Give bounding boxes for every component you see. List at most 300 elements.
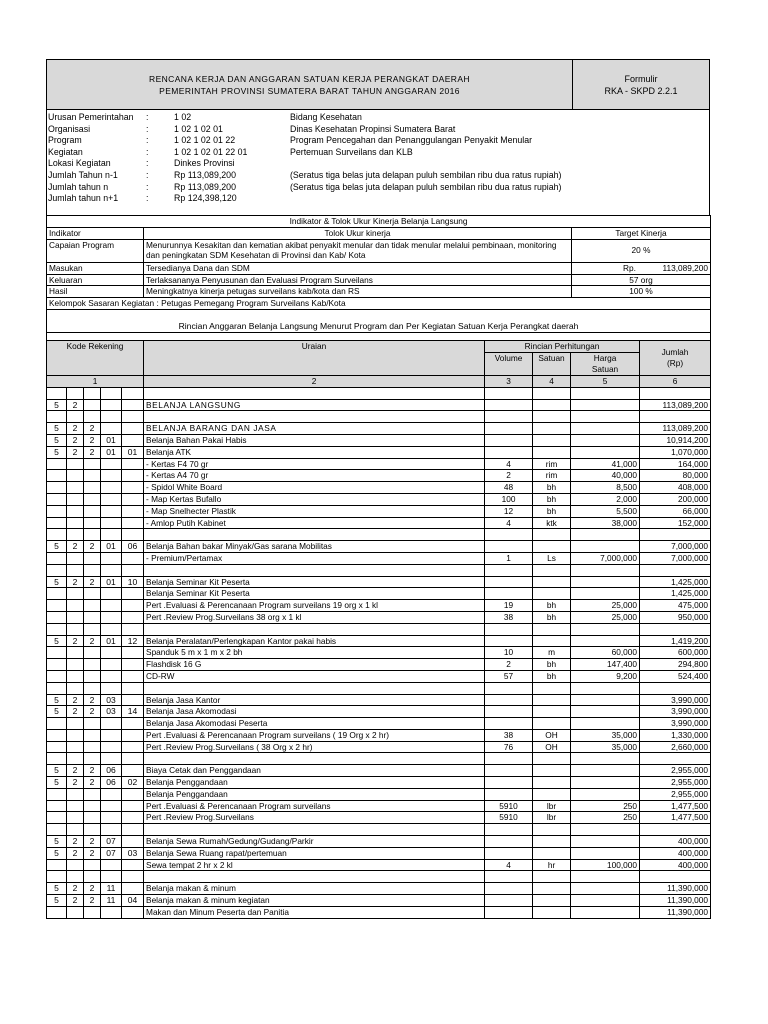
kode-rekening-cell [67,800,84,812]
satuan-cell: OH [533,729,571,741]
info-row [47,147,709,159]
kode-rekening-cell: 2 [67,765,84,777]
volume-cell [485,836,533,848]
kode-rekening-cell [122,600,144,612]
jumlah-cell: 1,330,000 [640,729,711,741]
indikator-masukan: Masukan [47,262,144,274]
kode-rekening-cell: 02 [122,777,144,789]
kode-rekening-cell [84,470,101,482]
kode-rekening-cell [84,399,101,411]
kode-rekening-cell [67,647,84,659]
budget-row [47,883,711,895]
info-label: Program [48,135,82,146]
jumlah-cell: 11,390,000 [640,895,711,907]
kode-rekening-cell [122,529,144,541]
budget-row [47,493,711,505]
kode-rekening-cell [101,387,122,399]
satuan-cell [533,682,571,694]
budget-row [47,458,711,470]
satuan-cell: rim [533,470,571,482]
kode-rekening-cell [122,387,144,399]
harga-satuan-cell: 250 [571,812,640,824]
kode-rekening-cell [101,505,122,517]
kode-rekening-cell: 5 [47,576,67,588]
uraian-cell: Belanja Peralatan/Perlengkapan Kantor pakai habis [144,635,485,647]
kode-rekening-cell: 2 [84,883,101,895]
kode-rekening-cell [84,600,101,612]
budget-row [47,659,711,671]
kode-rekening-cell [47,741,67,753]
kode-rekening-cell [67,588,84,600]
volume-cell [485,824,533,836]
info-row [47,182,709,194]
info-description: Dinas Kesehatan Propinsi Sumatera Barat [290,123,456,134]
kode-rekening-cell [84,741,101,753]
kode-rekening-cell [67,812,84,824]
uraian-cell: Belanja makan & minum kegiatan [144,895,485,907]
formulir-label: Formulir [624,73,658,84]
col-target-kinerja: Target Kinerja [572,228,711,240]
kode-rekening-cell [84,529,101,541]
info-label: Organisasi [48,123,91,134]
harga-satuan-cell: 9,200 [571,670,640,682]
budget-row [47,706,711,718]
kode-rekening-cell: 5 [47,883,67,895]
harga-satuan-cell: 250 [571,800,640,812]
col-number-4: 4 [533,375,571,387]
kode-rekening-cell [122,458,144,470]
uraian-cell: Belanja ATK [144,446,485,458]
kode-rekening-cell [47,788,67,800]
indikator-table [46,215,711,341]
kode-rekening-cell [122,434,144,446]
jumlah-cell: 80,000 [640,470,711,482]
col-number-2: 2 [144,375,485,387]
satuan-cell [533,718,571,730]
kode-rekening-cell: 2 [67,694,84,706]
col-indikator: Indikator [47,228,144,240]
jumlah-cell: 1,425,000 [640,588,711,600]
kode-rekening-cell [47,387,67,399]
col-tolok-ukur: Tolok Ukur kinerja [144,228,572,240]
kode-rekening-cell [84,623,101,635]
kode-rekening-cell [122,493,144,505]
satuan-cell [533,777,571,789]
volume-cell: 38 [485,611,533,623]
kode-rekening-cell: 5 [47,434,67,446]
volume-cell: 4 [485,517,533,529]
jumlah-cell: 2,955,000 [640,765,711,777]
kode-rekening-cell: 2 [84,423,101,435]
info-code: 1 02 1 02 01 [174,123,223,134]
volume-cell: 10 [485,647,533,659]
budget-row [47,765,711,777]
kode-rekening-cell [84,517,101,529]
kode-rekening-cell: 06 [101,765,122,777]
kode-rekening-cell [122,718,144,730]
info-separator: : [146,158,149,169]
kode-rekening-cell: 07 [101,836,122,848]
info-code: Rp 113,089,200 [174,181,236,192]
kode-rekening-cell [122,611,144,623]
kode-rekening-cell: 04 [122,895,144,907]
kode-rekening-cell: 2 [67,434,84,446]
uraian-cell: Belanja Bahan Pakai Habis [144,434,485,446]
jumlah-cell: 2,955,000 [640,777,711,789]
satuan-cell [533,895,571,907]
jumlah-cell: 10,914,200 [640,434,711,446]
satuan-cell [533,824,571,836]
kode-rekening-cell [101,788,122,800]
jumlah-cell: 408,000 [640,482,711,494]
document-title [47,60,573,109]
budget-row [47,859,711,871]
kode-rekening-cell [47,529,67,541]
jumlah-cell: 11,390,000 [640,883,711,895]
col-number-1: 1 [47,375,144,387]
kode-rekening-cell [84,871,101,883]
jumlah-cell: 7,000,000 [640,552,711,564]
budget-row [47,729,711,741]
kode-rekening-cell: 2 [67,777,84,789]
kode-rekening-cell [67,493,84,505]
info-separator: : [146,146,149,157]
volume-cell: 38 [485,729,533,741]
harga-satuan-cell: 35,000 [571,741,640,753]
jumlah-cell: 1,477,500 [640,812,711,824]
kode-rekening-cell: 11 [101,895,122,907]
satuan-cell [533,847,571,859]
jumlah-cell [640,824,711,836]
kode-rekening-cell: 5 [47,847,67,859]
info-code: Rp 113,089,200 [174,169,236,180]
kode-rekening-cell: 5 [47,399,67,411]
info-separator: : [146,193,149,204]
uraian-cell: Belanja Sewa Rumah/Gedung/Gudang/Parkir [144,836,485,848]
kode-rekening-cell: 2 [84,777,101,789]
volume-cell [485,788,533,800]
jumlah-cell: 11,390,000 [640,906,711,918]
kode-rekening-cell [67,906,84,918]
harga-satuan-cell: 25,000 [571,600,640,612]
kode-rekening-cell [47,753,67,765]
jumlah-cell: 294,800 [640,659,711,671]
kode-rekening-cell: 2 [67,541,84,553]
volume-cell [485,718,533,730]
budget-row [47,482,711,494]
satuan-cell [533,836,571,848]
uraian-cell [144,682,485,694]
kode-rekening-cell [84,647,101,659]
rincian-title: Rincian Anggaran Belanja Langsung Menurut Program dan Per Kegiatan Satuan Kerja Perangkat daerah [47,320,711,333]
kode-rekening-cell [47,659,67,671]
kode-rekening-cell [122,836,144,848]
volume-cell [485,753,533,765]
budget-row [47,470,711,482]
kode-rekening-cell [67,387,84,399]
harga-satuan-cell [571,895,640,907]
harga-satuan-cell: 60,000 [571,647,640,659]
uraian-cell: - Map Snelhecter Plastik [144,505,485,517]
satuan-cell: bh [533,670,571,682]
jumlah-cell: 66,000 [640,505,711,517]
kode-rekening-cell [122,788,144,800]
volume-cell [485,564,533,576]
budget-row [47,541,711,553]
harga-satuan-cell [571,529,640,541]
target-masukan-currency: Rp. [623,262,636,273]
volume-cell: 100 [485,493,533,505]
kode-rekening-cell [101,729,122,741]
jumlah-cell: 200,000 [640,493,711,505]
program-info [46,110,710,215]
info-label: Jumlah tahun n+1 [48,193,119,204]
kode-rekening-cell [67,859,84,871]
satuan-cell [533,706,571,718]
budget-row [47,871,711,883]
budget-row [47,694,711,706]
kode-rekening-cell [47,670,67,682]
info-code: 1 02 [174,112,192,122]
kode-rekening-cell [67,458,84,470]
kode-rekening-cell [47,647,67,659]
satuan-cell [533,623,571,635]
kode-rekening-cell [84,482,101,494]
info-row [47,193,709,205]
kode-rekening-cell [67,682,84,694]
jumlah-cell: 7,000,000 [640,541,711,553]
uraian-cell [144,871,485,883]
volume-cell [485,399,533,411]
jumlah-cell: 113,089,200 [640,423,711,435]
info-label: Jumlah Tahun n-1 [48,169,118,180]
satuan-cell: hr [533,859,571,871]
col-harga-label: Harga [593,352,617,363]
harga-satuan-cell [571,423,640,435]
kode-rekening-cell [122,482,144,494]
budget-row [47,552,711,564]
kode-rekening-cell: 5 [47,765,67,777]
volume-cell [485,682,533,694]
info-row [47,112,709,124]
col-jumlah [640,341,711,376]
kode-rekening-cell [101,517,122,529]
rka-sheet [46,59,710,919]
kode-rekening-cell [84,718,101,730]
satuan-cell [533,541,571,553]
satuan-cell: bh [533,482,571,494]
volume-cell: 57 [485,670,533,682]
budget-row [47,517,711,529]
uraian-cell [144,387,485,399]
col-volume: Volume [485,352,533,375]
kode-rekening-cell [84,659,101,671]
col-satuan: Satuan [533,352,571,375]
kode-rekening-cell [67,482,84,494]
satuan-cell [533,906,571,918]
indikator-title: Indikator & Tolok Ukur Kinerja Belanja Langsung [47,216,711,228]
satuan-cell: bh [533,493,571,505]
harga-satuan-cell [571,883,640,895]
kode-rekening-cell [84,611,101,623]
budget-row [47,576,711,588]
kode-rekening-cell [84,788,101,800]
volume-cell [485,411,533,423]
uraian-cell: Belanja Sewa Ruang rapat/pertemuan [144,847,485,859]
uraian-cell: Belanja Jasa Akomodasi Peserta [144,718,485,730]
kode-rekening-cell: 2 [67,706,84,718]
kode-rekening-cell [67,753,84,765]
kode-rekening-cell [47,623,67,635]
uraian-cell [144,411,485,423]
kode-rekening-cell [84,564,101,576]
target-masukan-value: 113,089,200 [662,262,709,273]
jumlah-cell: 3,990,000 [640,706,711,718]
kode-rekening-cell [101,670,122,682]
kode-rekening-cell [84,682,101,694]
tolok-capaian: Menurunnya Kesakitan dan kematian akibat penyakit menular dan tidak menular melalui pembinaan, monitoring dan peningkatan SDM Kesehatan di Provinsi dan Kab/ Kota [144,239,572,262]
info-label: Kegiatan [48,146,83,157]
budget-row [47,800,711,812]
info-label: Lokasi Kegiatan [48,158,111,169]
target-hasil: 100 % [572,286,711,298]
kode-rekening-cell: 5 [47,446,67,458]
info-separator: : [146,169,149,180]
kode-rekening-cell [67,788,84,800]
kode-rekening-cell [122,423,144,435]
kode-rekening-cell [122,670,144,682]
satuan-cell [533,753,571,765]
kode-rekening-cell [67,600,84,612]
kode-rekening-cell [122,812,144,824]
satuan-cell: m [533,647,571,659]
jumlah-cell: 950,000 [640,611,711,623]
kode-rekening-cell [101,470,122,482]
info-code: 1 02 1 02 01 22 [174,135,236,146]
uraian-cell: BELANJA LANGSUNG [144,399,485,411]
volume-cell: 4 [485,458,533,470]
info-row [47,135,709,147]
kode-rekening-cell [122,505,144,517]
harga-satuan-cell [571,387,640,399]
kode-rekening-cell [47,682,67,694]
volume-cell [485,387,533,399]
satuan-cell [533,694,571,706]
harga-satuan-cell [571,788,640,800]
kode-rekening-cell [67,741,84,753]
uraian-cell: Belanja Penggandaan [144,788,485,800]
kode-rekening-cell [47,800,67,812]
harga-satuan-cell [571,871,640,883]
harga-satuan-cell: 2,000 [571,493,640,505]
volume-cell [485,871,533,883]
jumlah-cell: 400,000 [640,836,711,848]
kode-rekening-cell [47,611,67,623]
harga-satuan-cell [571,906,640,918]
budget-row [47,588,711,600]
indikator-keluaran: Keluaran [47,274,144,286]
volume-cell: 76 [485,741,533,753]
satuan-cell [533,635,571,647]
kode-rekening-cell [84,505,101,517]
harga-satuan-cell [571,718,640,730]
budget-row [47,411,711,423]
kode-rekening-cell [67,824,84,836]
kode-rekening-cell [122,741,144,753]
jumlah-cell [640,623,711,635]
jumlah-cell [640,564,711,576]
kode-rekening-cell [47,458,67,470]
jumlah-cell [640,682,711,694]
info-description: Pertemuan Surveilans dan KLB [290,146,413,157]
kode-rekening-cell [47,588,67,600]
kode-rekening-cell: 5 [47,706,67,718]
uraian-cell: Biaya Cetak dan Penggandaan [144,765,485,777]
title-line-1: RENCANA KERJA DAN ANGGARAN SATUAN KERJA PERANGKAT DAERAH [149,73,470,84]
info-description: (Seratus tiga belas juta delapan puluh sembilan ribu dua ratus rupiah) [290,181,562,192]
kode-rekening-cell [84,387,101,399]
info-separator: : [146,135,149,146]
kode-rekening-cell: 2 [67,836,84,848]
jumlah-cell: 1,425,000 [640,576,711,588]
satuan-cell: rim [533,458,571,470]
kode-rekening-cell [47,482,67,494]
kode-rekening-cell: 10 [122,576,144,588]
kode-rekening-cell [84,906,101,918]
jumlah-cell: 1,477,500 [640,800,711,812]
satuan-cell [533,871,571,883]
harga-satuan-cell [571,564,640,576]
title-line-2: PEMERINTAH PROVINSI SUMATERA BARAT TAHUN ANGGARAN 2016 [159,85,460,96]
kode-rekening-cell: 5 [47,895,67,907]
info-row [47,124,709,136]
kode-rekening-cell [122,765,144,777]
kode-rekening-cell: 5 [47,423,67,435]
info-separator: : [146,112,149,122]
satuan-cell [533,564,571,576]
kode-rekening-cell [47,411,67,423]
info-description: Program Pencegahan dan Penanggulangan Penyakit Menular [290,135,533,146]
kode-rekening-cell [47,517,67,529]
kode-rekening-cell [101,552,122,564]
col-number-3: 3 [485,375,533,387]
jumlah-cell: 3,990,000 [640,718,711,730]
info-code: Rp 124,398,120 [174,193,237,204]
jumlah-cell: 164,000 [640,458,711,470]
jumlah-cell: 152,000 [640,517,711,529]
budget-row [47,670,711,682]
kode-rekening-cell [122,399,144,411]
kode-rekening-cell [122,753,144,765]
kode-rekening-cell: 03 [122,847,144,859]
volume-cell [485,847,533,859]
kode-rekening-cell [67,871,84,883]
budget-row [47,446,711,458]
kode-rekening-cell: 03 [101,706,122,718]
budget-row [47,647,711,659]
budget-row [47,623,711,635]
kode-rekening-cell [101,623,122,635]
uraian-cell: Belanja Penggandaan [144,777,485,789]
satuan-cell: lbr [533,800,571,812]
satuan-cell [533,788,571,800]
uraian-cell: Makan dan Minum Peserta dan Panitia [144,906,485,918]
kode-rekening-cell [84,411,101,423]
rincian-table [46,341,711,919]
kode-rekening-cell [101,588,122,600]
kode-rekening-cell [67,552,84,564]
harga-satuan-cell: 40,000 [571,470,640,482]
